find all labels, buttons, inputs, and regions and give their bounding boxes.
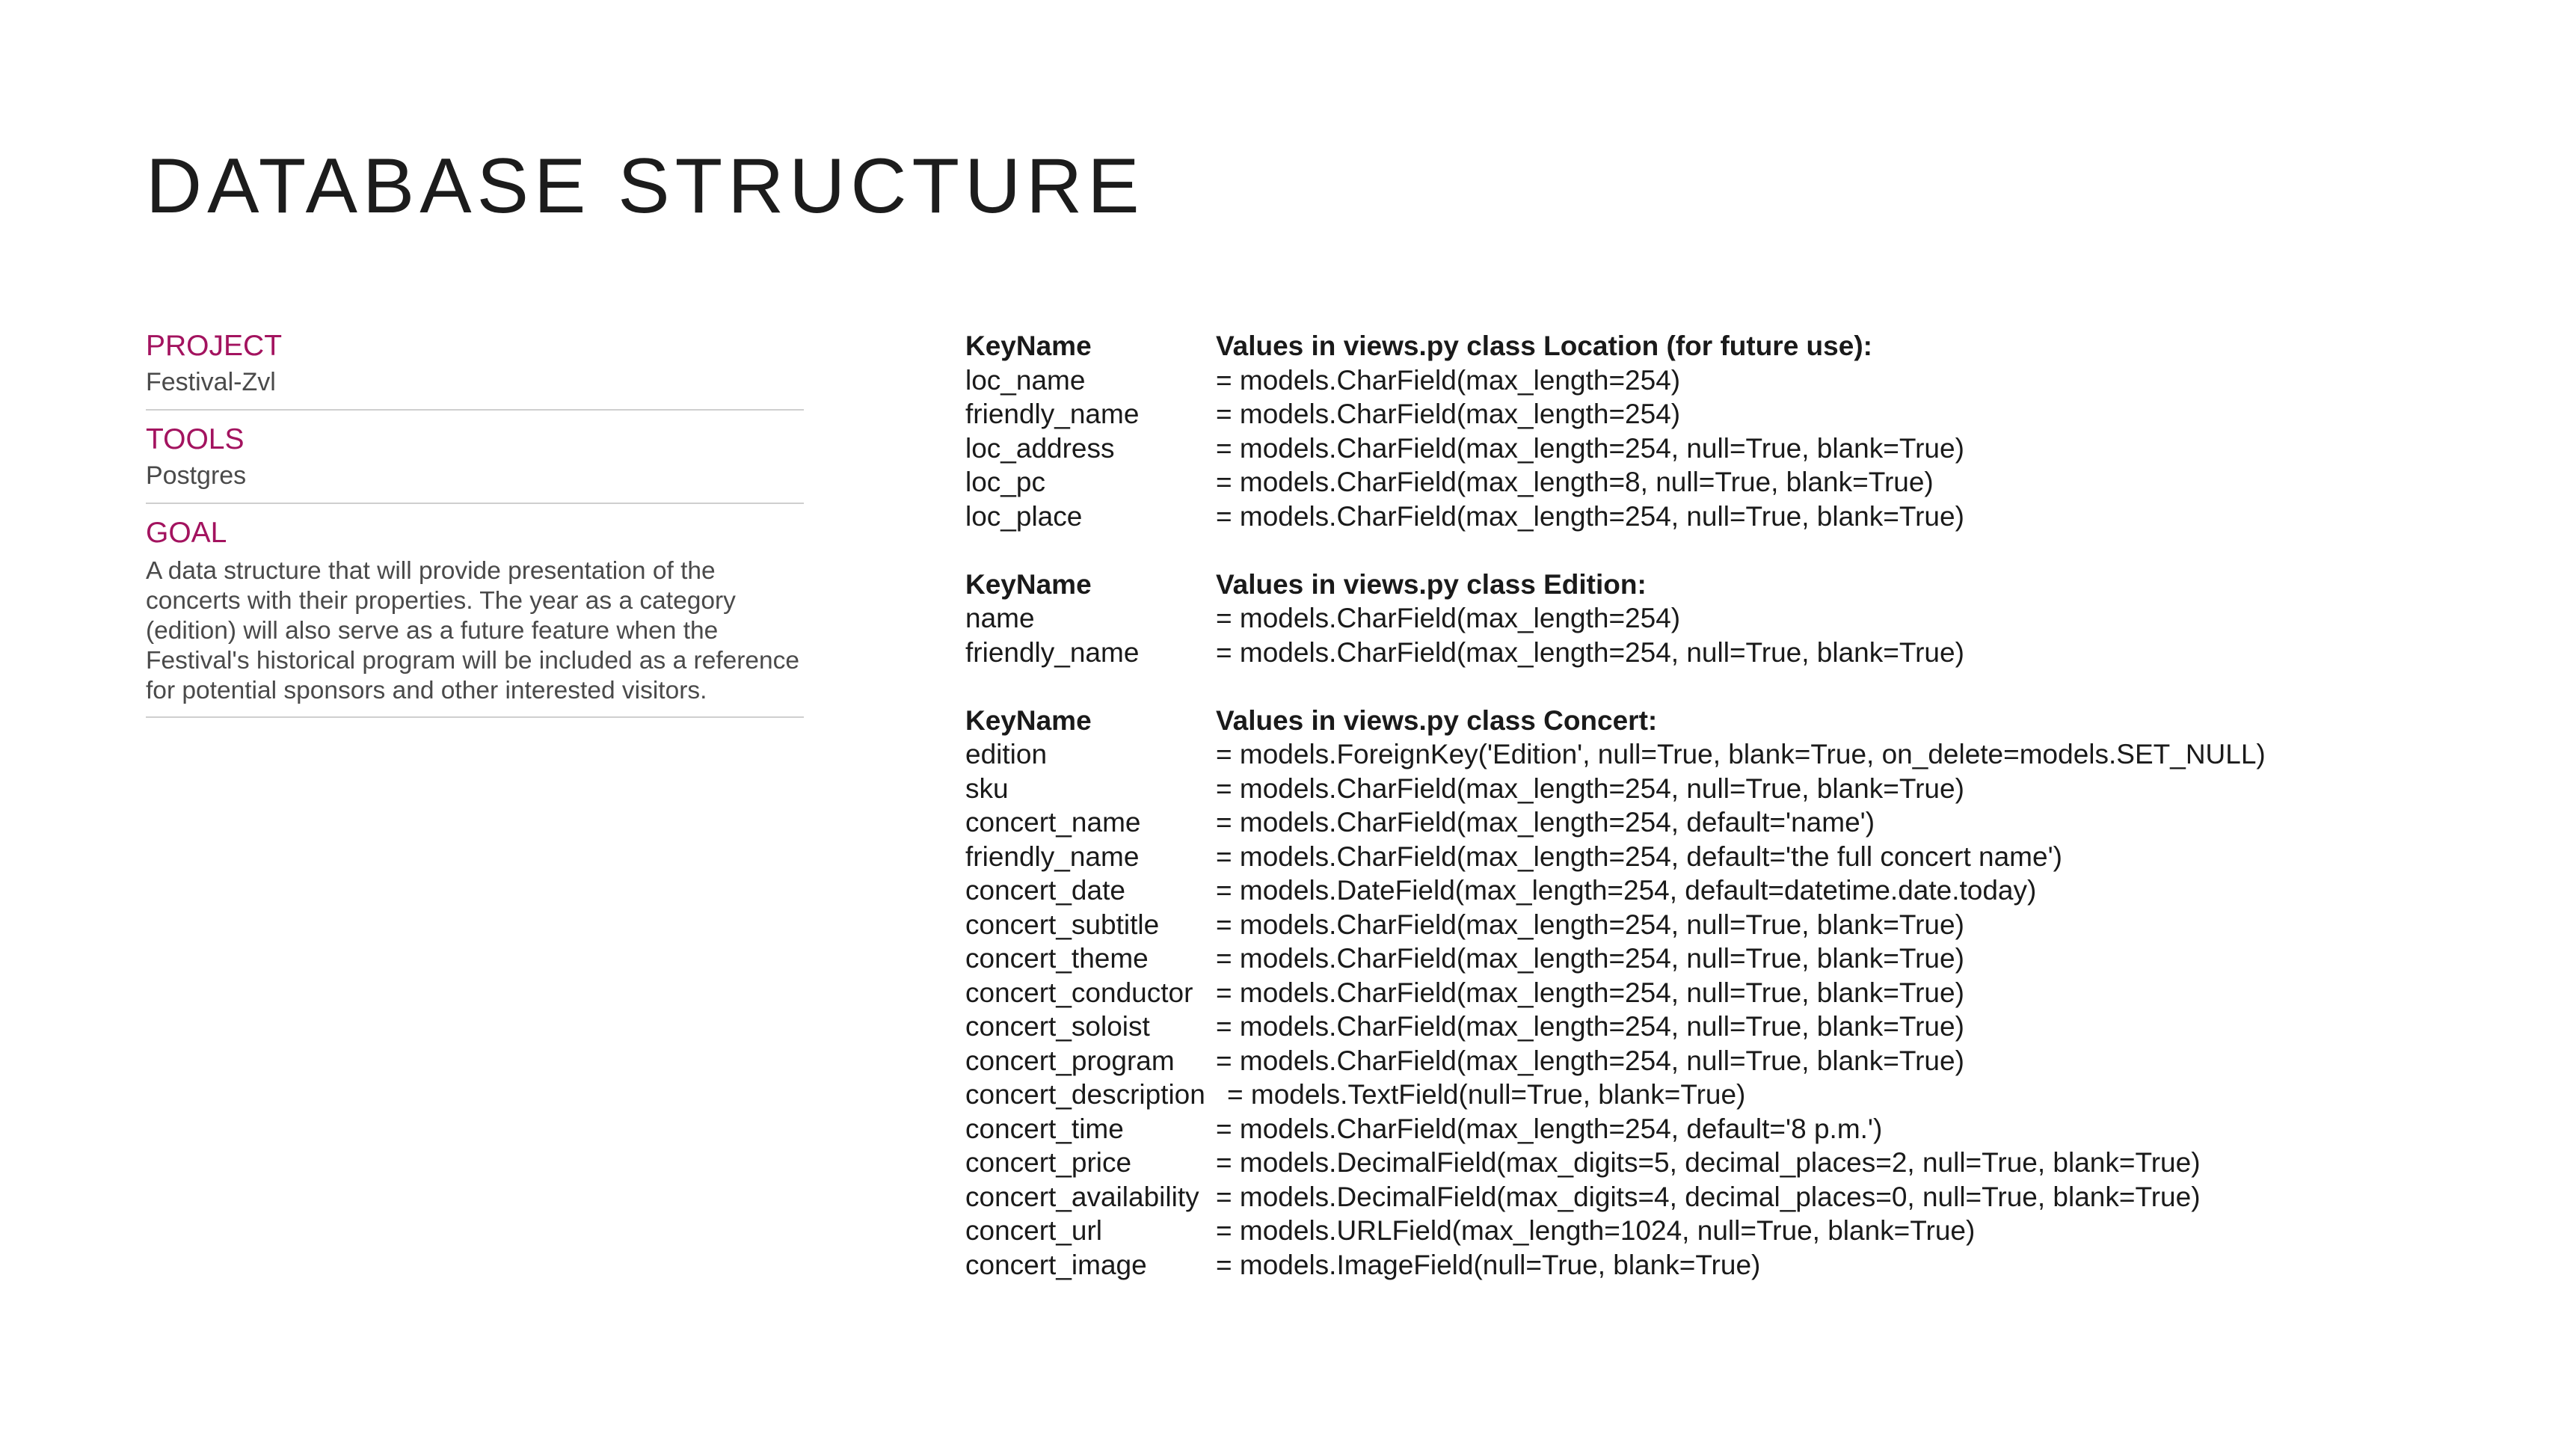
- field-value: = models.CharField(max_length=254, null=True, blank=True): [1216, 636, 1964, 668]
- goal-block: [146, 504, 804, 719]
- field-key: loc_name: [965, 364, 1086, 396]
- field-value: = models.CharField(max_length=254, default='name'): [1216, 807, 1875, 838]
- field-value: = models.CharField(max_length=254, null=True, blank=True): [1216, 432, 1964, 464]
- field-row: [965, 941, 2551, 976]
- section-header-row: [965, 329, 2551, 363]
- field-value: = models.DecimalField(max_digits=4, decimal_places=0, null=True, blank=True): [1216, 1181, 2201, 1212]
- model-fields-listing: [965, 329, 2551, 1316]
- field-key: loc_place: [965, 500, 1083, 532]
- field-value: = models.CharField(max_length=254, null=True, blank=True): [1216, 772, 1964, 804]
- field-key: concert_name: [965, 807, 1141, 838]
- field-value: = models.CharField(max_length=254, null=True, blank=True): [1216, 909, 1964, 940]
- field-row: [965, 1146, 2551, 1180]
- project-info-sidebar: [146, 328, 804, 718]
- project-value: Festival-Zvl: [146, 367, 276, 396]
- field-row: [965, 873, 2551, 908]
- field-value: = models.CharField(max_length=254, null=True, blank=True): [1216, 1011, 1964, 1042]
- field-value: = models.CharField(max_length=254, null=True, blank=True): [1216, 977, 1964, 1008]
- field-value: = models.CharField(max_length=8, null=True, blank=True): [1216, 467, 1934, 497]
- value-column-header: Values in views.py class Concert:: [1216, 704, 1658, 736]
- page-title: DATABASE STRUCTURE: [146, 143, 1145, 230]
- tools-heading: TOOLS: [146, 423, 245, 455]
- field-row: [965, 636, 2551, 670]
- goal-heading: GOAL: [146, 516, 227, 549]
- field-row: [965, 1180, 2551, 1214]
- field-key: friendly_name: [965, 399, 1140, 429]
- field-value: = models.CharField(max_length=254): [1216, 364, 1681, 396]
- field-key: concert_theme: [965, 943, 1149, 974]
- key-column-header: KeyName: [965, 568, 1092, 600]
- field-row: [965, 805, 2551, 840]
- field-key: edition: [965, 739, 1048, 769]
- field-row: [965, 1078, 2551, 1112]
- field-key: concert_description: [965, 1079, 1205, 1110]
- model-section: [965, 329, 2551, 533]
- field-key: loc_pc: [965, 467, 1045, 497]
- field-row: [965, 1010, 2551, 1044]
- field-key: concert_conductor: [965, 977, 1193, 1008]
- field-key: loc_address: [965, 432, 1115, 464]
- field-key: concert_url: [965, 1215, 1103, 1246]
- field-key: concert_date: [965, 875, 1125, 906]
- section-header-row: [965, 568, 2551, 602]
- key-column-header: KeyName: [965, 331, 1092, 361]
- section-header-row: [965, 704, 2551, 738]
- field-value: = models.CharField(max_length=254, null=True, blank=True): [1216, 943, 1964, 974]
- field-key: concert_subtitle: [965, 909, 1160, 940]
- field-key: concert_price: [965, 1147, 1132, 1178]
- field-row: [965, 601, 2551, 636]
- field-row: [965, 397, 2551, 431]
- field-row: [965, 908, 2551, 942]
- key-column-header: KeyName: [965, 704, 1092, 736]
- field-value: = models.ImageField(null=True, blank=True): [1216, 1249, 1761, 1280]
- field-key: concert_availability: [965, 1181, 1199, 1212]
- field-value: = models.CharField(max_length=254, default='the full concert name'): [1216, 841, 2062, 872]
- value-column-header: Values in views.py class Location (for future use):: [1216, 331, 1872, 361]
- field-row: [965, 976, 2551, 1010]
- field-row: [965, 1214, 2551, 1248]
- field-row: [965, 840, 2551, 874]
- field-value: = models.DateField(max_length=254, default=datetime.date.today): [1216, 875, 2037, 906]
- field-value: = models.CharField(max_length=254): [1216, 603, 1681, 633]
- field-value: = models.CharField(max_length=254): [1216, 399, 1681, 429]
- field-value: = models.ForeignKey('Edition', null=True, blank=True, on_delete=models.SET_NULL): [1216, 739, 2266, 769]
- field-value: = models.CharField(max_length=254, null=True, blank=True): [1216, 1045, 1964, 1076]
- field-key: concert_soloist: [965, 1011, 1150, 1042]
- field-value: = models.URLField(max_length=1024, null=True, blank=True): [1216, 1215, 1976, 1246]
- model-section: [965, 568, 2551, 670]
- field-value: = models.DecimalField(max_digits=5, decimal_places=2, null=True, blank=True): [1216, 1147, 2201, 1178]
- field-row: [965, 431, 2551, 466]
- field-row: [965, 500, 2551, 534]
- field-row: [965, 465, 2551, 500]
- model-section: [965, 704, 2551, 1282]
- value-column-header: Values in views.py class Edition:: [1216, 568, 1647, 600]
- field-key: sku: [965, 772, 1009, 804]
- field-key: concert_image: [965, 1249, 1147, 1280]
- field-row: [965, 1112, 2551, 1146]
- field-value: = models.CharField(max_length=254, default='8 p.m.'): [1216, 1113, 1883, 1144]
- tools-value: Postgres: [146, 461, 247, 490]
- field-key: friendly_name: [965, 841, 1140, 872]
- field-key: name: [965, 603, 1035, 633]
- field-value: = models.TextField(null=True, blank=True): [1227, 1079, 1746, 1110]
- tools-block: [146, 411, 804, 504]
- project-heading: PROJECT: [146, 330, 283, 362]
- field-key: friendly_name: [965, 636, 1140, 668]
- field-row: [965, 772, 2551, 806]
- project-block: [146, 328, 804, 411]
- field-row: [965, 363, 2551, 398]
- field-row: [965, 1248, 2551, 1282]
- field-row: [965, 737, 2551, 772]
- field-value: = models.CharField(max_length=254, null=True, blank=True): [1216, 500, 1964, 532]
- goal-value: A data structure that will provide presentation of the concerts with their properties. The year as a category (edition) will also serve as a future feature when the Festival's historical program will be included as a reference for potential sponsors and other interested visitors.: [146, 557, 800, 705]
- field-row: [965, 1044, 2551, 1078]
- field-key: concert_time: [965, 1113, 1124, 1144]
- field-key: concert_program: [965, 1045, 1175, 1076]
